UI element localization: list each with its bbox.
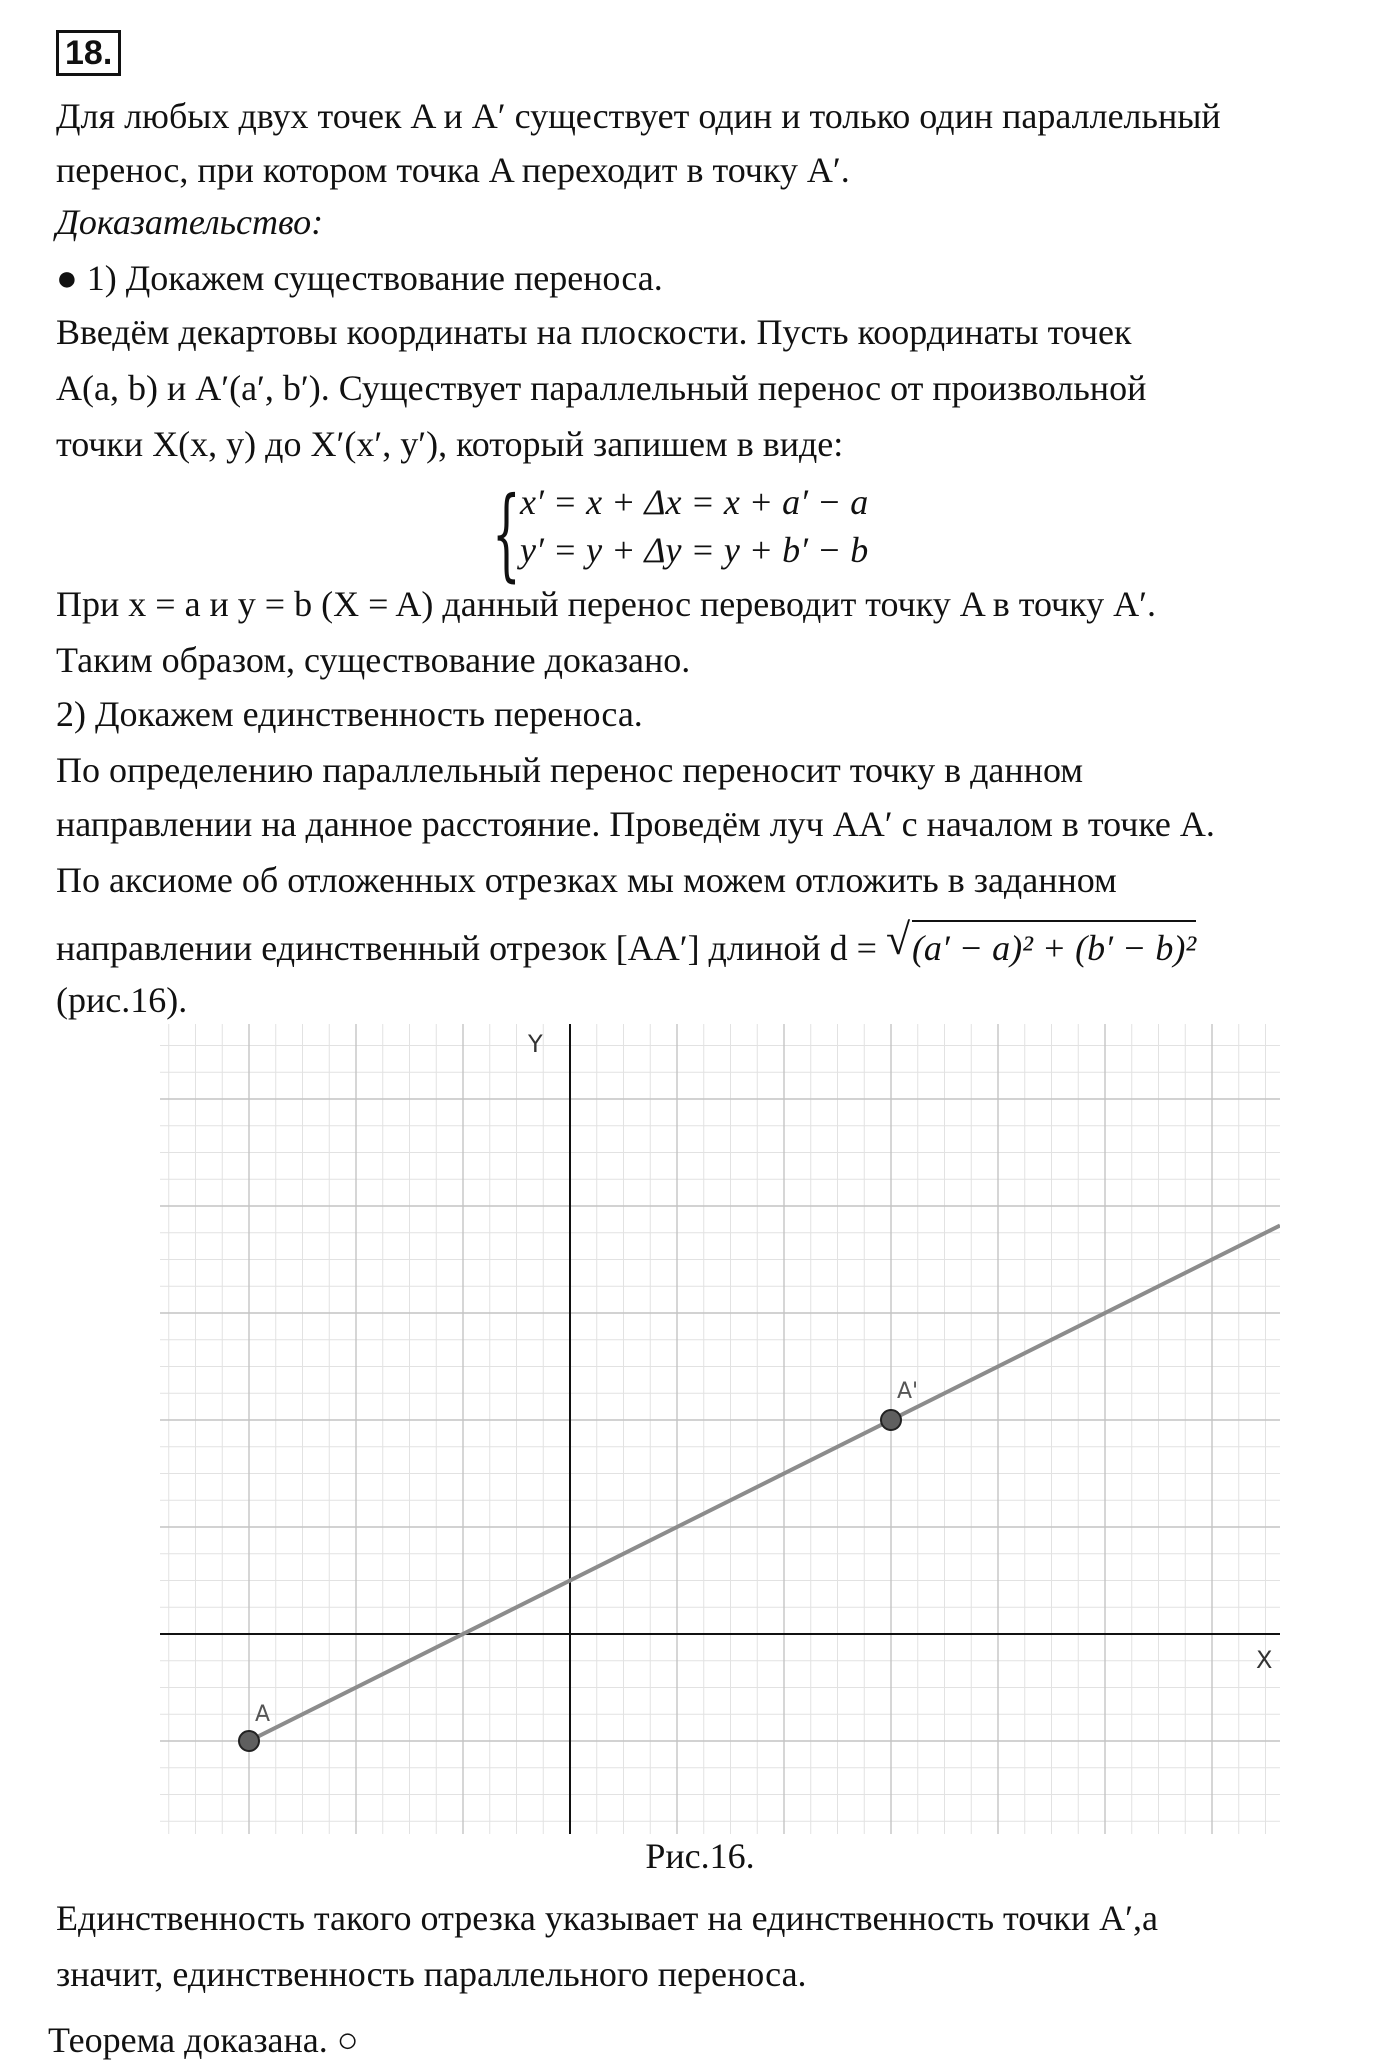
- sqrt-expression: [885, 915, 1197, 972]
- text-line-14: [56, 915, 1197, 972]
- text-line-13: По аксиоме об отложенных отрезках мы можем отложить в заданном: [56, 860, 1117, 900]
- figure-caption: Рис.16.: [645, 1836, 755, 1876]
- theorem-proved: Теорема доказана. ○: [48, 2020, 359, 2060]
- point-a: [239, 1731, 259, 1751]
- figure-16: [160, 1024, 1280, 1834]
- sqrt-sign: √: [885, 915, 911, 964]
- text-line-11: По определению параллельный перенос переносит точку в данном: [56, 750, 1084, 790]
- theorem-line-2: перенос, при котором точка A переходит в точку A′.: [56, 150, 850, 190]
- text-line-17: значит, единственность параллельного переноса.: [56, 1954, 807, 1994]
- point-a2-label: A': [897, 1379, 919, 1404]
- text-line-7: точки X(x, y) до X′(x′, y′), который запишем в виде:: [56, 424, 844, 464]
- y-axis-label: Y: [528, 1030, 543, 1058]
- text-line-15: (рис.16).: [56, 980, 188, 1020]
- text-line-12: направлении на данное расстояние. Проведём луч AA′ с началом в точке A.: [56, 804, 1215, 844]
- text-line-6: A(a, b) и A′(a′, b′). Существует параллельный перенос от произвольной: [56, 368, 1147, 408]
- point-a2: [881, 1410, 901, 1430]
- step-1-heading: ● 1) Докажем существование переноса.: [56, 258, 663, 298]
- theorem-line-1: Для любых двух точек A и A′ существует один и только один параллельный: [56, 96, 1221, 136]
- text-line-9: Таким образом, существование доказано.: [56, 640, 691, 680]
- line-aa2: [249, 1226, 1280, 1742]
- text-line-8: При x = a и y = b (X = A) данный перенос переводит точку A в точку A′.: [56, 584, 1157, 624]
- step-2-heading: 2) Докажем единственность переноса.: [56, 694, 643, 734]
- text-line-16: Единственность такого отрезка указывает на единственность точки A′,а: [56, 1898, 1159, 1938]
- x-axis-label: X: [1256, 1646, 1273, 1674]
- proof-heading: Доказательство:: [56, 202, 324, 242]
- problem-number: 18.: [56, 30, 121, 76]
- point-a-label: A: [255, 1702, 271, 1727]
- sqrt-radicand: (a′ − a)² + (b′ − b)²: [912, 920, 1196, 972]
- text-line-14-start: направлении единственный отрезок [AA′] длиной d =: [56, 928, 886, 968]
- system-brace: {: [492, 475, 521, 592]
- text-line-5: Введём декартовы координаты на плоскости. Пусть координаты точек: [56, 312, 1132, 352]
- formula-row-2: y′ = y + Δy = y + b′ − b: [520, 530, 869, 570]
- formula-row-1: x′ = x + Δx = x + a′ − a: [520, 482, 869, 522]
